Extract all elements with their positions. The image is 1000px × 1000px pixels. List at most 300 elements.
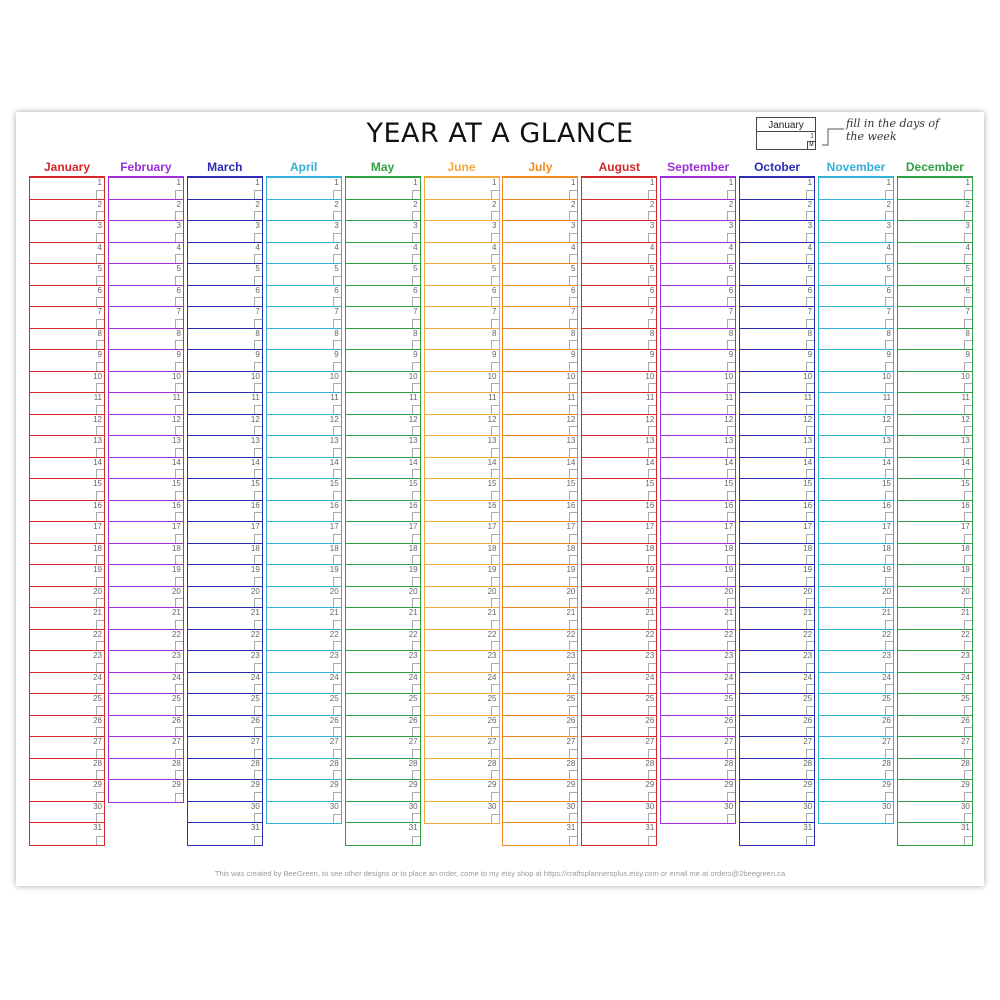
day-row[interactable] — [819, 673, 893, 695]
day-row[interactable] — [819, 221, 893, 243]
weekday-box[interactable] — [727, 577, 735, 586]
day-row[interactable] — [740, 694, 814, 716]
day-row[interactable] — [503, 608, 577, 630]
day-row[interactable] — [30, 393, 104, 415]
weekday-box[interactable] — [885, 448, 893, 457]
day-row[interactable] — [188, 200, 262, 222]
day-row[interactable] — [661, 501, 735, 523]
day-row[interactable] — [109, 673, 183, 695]
weekday-box[interactable] — [96, 836, 104, 845]
day-row[interactable] — [30, 737, 104, 759]
weekday-box[interactable] — [175, 362, 183, 371]
weekday-box[interactable] — [964, 749, 972, 758]
weekday-box[interactable] — [727, 211, 735, 220]
weekday-box[interactable] — [806, 362, 814, 371]
weekday-box[interactable] — [727, 362, 735, 371]
weekday-box[interactable] — [412, 340, 420, 349]
day-row[interactable] — [109, 694, 183, 716]
day-row[interactable] — [898, 544, 972, 566]
weekday-box[interactable] — [491, 792, 499, 801]
weekday-box[interactable] — [964, 469, 972, 478]
day-row[interactable] — [582, 565, 656, 587]
weekday-box[interactable] — [491, 383, 499, 392]
weekday-box[interactable] — [885, 641, 893, 650]
weekday-box[interactable] — [648, 362, 656, 371]
day-row[interactable] — [582, 823, 656, 845]
weekday-box[interactable] — [806, 620, 814, 629]
day-row[interactable] — [346, 630, 420, 652]
day-row[interactable] — [898, 608, 972, 630]
weekday-box[interactable] — [333, 663, 341, 672]
weekday-box[interactable] — [806, 577, 814, 586]
day-row[interactable] — [503, 329, 577, 351]
weekday-box[interactable] — [254, 297, 262, 306]
day-row[interactable] — [582, 200, 656, 222]
day-row[interactable] — [898, 522, 972, 544]
weekday-box[interactable] — [569, 426, 577, 435]
weekday-box[interactable] — [333, 469, 341, 478]
weekday-box[interactable] — [96, 534, 104, 543]
day-row[interactable] — [109, 178, 183, 200]
weekday-box[interactable] — [885, 340, 893, 349]
weekday-box[interactable] — [175, 555, 183, 564]
day-row[interactable] — [109, 565, 183, 587]
weekday-box[interactable] — [175, 512, 183, 521]
weekday-box[interactable] — [254, 340, 262, 349]
weekday-box[interactable] — [333, 276, 341, 285]
weekday-box[interactable] — [412, 598, 420, 607]
weekday-box[interactable] — [412, 836, 420, 845]
day-row[interactable] — [582, 802, 656, 824]
day-row[interactable] — [425, 651, 499, 673]
day-row[interactable] — [425, 286, 499, 308]
day-row[interactable] — [740, 673, 814, 695]
weekday-box[interactable] — [648, 770, 656, 779]
weekday-box[interactable] — [333, 426, 341, 435]
day-row[interactable] — [425, 372, 499, 394]
weekday-box[interactable] — [806, 512, 814, 521]
day-row[interactable] — [503, 415, 577, 437]
day-row[interactable] — [346, 307, 420, 329]
weekday-box[interactable] — [727, 641, 735, 650]
weekday-box[interactable] — [491, 577, 499, 586]
day-row[interactable] — [346, 329, 420, 351]
weekday-box[interactable] — [175, 276, 183, 285]
day-row[interactable] — [503, 780, 577, 802]
weekday-box[interactable] — [254, 813, 262, 822]
day-row[interactable] — [267, 673, 341, 695]
day-row[interactable] — [582, 415, 656, 437]
day-row[interactable] — [425, 200, 499, 222]
weekday-box[interactable] — [96, 749, 104, 758]
weekday-box[interactable] — [806, 297, 814, 306]
weekday-box[interactable] — [727, 233, 735, 242]
day-row[interactable] — [582, 608, 656, 630]
day-row[interactable] — [503, 823, 577, 845]
weekday-box[interactable] — [333, 706, 341, 715]
weekday-box[interactable] — [727, 814, 735, 823]
day-row[interactable] — [109, 307, 183, 329]
day-row[interactable] — [898, 694, 972, 716]
day-row[interactable] — [740, 587, 814, 609]
day-row[interactable] — [582, 479, 656, 501]
day-row[interactable] — [425, 630, 499, 652]
weekday-box[interactable] — [412, 319, 420, 328]
day-row[interactable] — [30, 178, 104, 200]
weekday-box[interactable] — [648, 469, 656, 478]
weekday-box[interactable] — [569, 706, 577, 715]
day-row[interactable] — [582, 759, 656, 781]
day-row[interactable] — [503, 243, 577, 265]
weekday-box[interactable] — [885, 770, 893, 779]
weekday-box[interactable] — [885, 512, 893, 521]
weekday-box[interactable] — [806, 555, 814, 564]
weekday-box[interactable] — [964, 620, 972, 629]
weekday-box[interactable] — [333, 362, 341, 371]
weekday-box[interactable] — [175, 749, 183, 758]
weekday-box[interactable] — [964, 405, 972, 414]
day-row[interactable] — [503, 737, 577, 759]
weekday-box[interactable] — [491, 512, 499, 521]
weekday-box[interactable] — [96, 254, 104, 263]
weekday-box[interactable] — [333, 792, 341, 801]
day-row[interactable] — [346, 823, 420, 845]
day-row[interactable] — [109, 716, 183, 738]
day-row[interactable] — [425, 178, 499, 200]
day-row[interactable] — [30, 372, 104, 394]
weekday-box[interactable] — [491, 469, 499, 478]
day-row[interactable] — [188, 458, 262, 480]
day-row[interactable] — [582, 286, 656, 308]
weekday-box[interactable] — [727, 598, 735, 607]
day-row[interactable] — [188, 694, 262, 716]
weekday-box[interactable] — [412, 512, 420, 521]
weekday-box[interactable] — [569, 512, 577, 521]
day-row[interactable] — [30, 608, 104, 630]
weekday-box[interactable] — [648, 211, 656, 220]
day-row[interactable] — [503, 802, 577, 824]
weekday-box[interactable] — [333, 448, 341, 457]
day-row[interactable] — [503, 673, 577, 695]
day-row[interactable] — [30, 522, 104, 544]
weekday-box[interactable] — [96, 792, 104, 801]
day-row[interactable] — [267, 694, 341, 716]
day-row[interactable] — [109, 286, 183, 308]
day-row[interactable] — [661, 479, 735, 501]
day-row[interactable] — [740, 458, 814, 480]
day-row[interactable] — [898, 221, 972, 243]
day-row[interactable] — [30, 565, 104, 587]
day-row[interactable] — [425, 608, 499, 630]
day-row[interactable] — [582, 522, 656, 544]
day-row[interactable] — [346, 264, 420, 286]
weekday-box[interactable] — [96, 211, 104, 220]
day-row[interactable] — [188, 372, 262, 394]
weekday-box[interactable] — [333, 190, 341, 199]
weekday-box[interactable] — [569, 684, 577, 693]
day-row[interactable] — [188, 802, 262, 824]
weekday-box[interactable] — [254, 254, 262, 263]
day-row[interactable] — [582, 651, 656, 673]
weekday-box[interactable] — [648, 254, 656, 263]
weekday-box[interactable] — [885, 598, 893, 607]
weekday-box[interactable] — [569, 792, 577, 801]
day-row[interactable] — [661, 716, 735, 738]
weekday-box[interactable] — [648, 706, 656, 715]
day-row[interactable] — [346, 286, 420, 308]
weekday-box[interactable] — [412, 405, 420, 414]
weekday-box[interactable] — [96, 577, 104, 586]
weekday-box[interactable] — [412, 254, 420, 263]
weekday-box[interactable] — [727, 512, 735, 521]
day-row[interactable] — [740, 802, 814, 824]
day-row[interactable] — [188, 673, 262, 695]
weekday-box[interactable] — [648, 233, 656, 242]
weekday-box[interactable] — [491, 770, 499, 779]
weekday-box[interactable] — [96, 340, 104, 349]
day-row[interactable] — [898, 651, 972, 673]
weekday-box[interactable] — [254, 749, 262, 758]
day-row[interactable] — [30, 823, 104, 845]
weekday-box[interactable] — [96, 448, 104, 457]
day-row[interactable] — [425, 759, 499, 781]
day-row[interactable] — [740, 501, 814, 523]
weekday-box[interactable] — [175, 211, 183, 220]
weekday-box[interactable] — [491, 641, 499, 650]
day-row[interactable] — [898, 307, 972, 329]
day-row[interactable] — [819, 479, 893, 501]
weekday-box[interactable] — [885, 190, 893, 199]
weekday-box[interactable] — [96, 297, 104, 306]
weekday-box[interactable] — [412, 469, 420, 478]
weekday-box[interactable] — [96, 362, 104, 371]
day-row[interactable] — [582, 178, 656, 200]
weekday-box[interactable] — [806, 190, 814, 199]
weekday-box[interactable] — [254, 706, 262, 715]
weekday-box[interactable] — [96, 190, 104, 199]
day-row[interactable] — [425, 673, 499, 695]
weekday-box[interactable] — [569, 383, 577, 392]
weekday-box[interactable] — [964, 598, 972, 607]
weekday-box[interactable] — [648, 405, 656, 414]
weekday-box[interactable] — [175, 233, 183, 242]
weekday-box[interactable] — [648, 512, 656, 521]
day-row[interactable] — [267, 587, 341, 609]
day-row[interactable] — [109, 608, 183, 630]
weekday-box[interactable] — [648, 448, 656, 457]
weekday-box[interactable] — [412, 813, 420, 822]
day-row[interactable] — [819, 544, 893, 566]
day-row[interactable] — [346, 458, 420, 480]
weekday-box[interactable] — [175, 190, 183, 199]
day-row[interactable] — [740, 415, 814, 437]
day-row[interactable] — [346, 759, 420, 781]
day-row[interactable] — [582, 630, 656, 652]
weekday-box[interactable] — [96, 319, 104, 328]
day-row[interactable] — [346, 544, 420, 566]
weekday-box[interactable] — [806, 813, 814, 822]
day-row[interactable] — [898, 823, 972, 845]
day-row[interactable] — [740, 823, 814, 845]
weekday-box[interactable] — [254, 276, 262, 285]
day-row[interactable] — [819, 243, 893, 265]
day-row[interactable] — [188, 522, 262, 544]
day-row[interactable] — [819, 759, 893, 781]
weekday-box[interactable] — [491, 211, 499, 220]
weekday-box[interactable] — [806, 254, 814, 263]
day-row[interactable] — [30, 501, 104, 523]
weekday-box[interactable] — [727, 340, 735, 349]
weekday-box[interactable] — [254, 663, 262, 672]
day-row[interactable] — [582, 436, 656, 458]
day-row[interactable] — [267, 393, 341, 415]
weekday-box[interactable] — [333, 770, 341, 779]
day-row[interactable] — [267, 178, 341, 200]
weekday-box[interactable] — [648, 836, 656, 845]
weekday-box[interactable] — [491, 663, 499, 672]
weekday-box[interactable] — [254, 641, 262, 650]
weekday-box[interactable] — [727, 620, 735, 629]
weekday-box[interactable] — [175, 684, 183, 693]
weekday-box[interactable] — [806, 598, 814, 607]
weekday-box[interactable] — [175, 469, 183, 478]
weekday-box[interactable] — [412, 727, 420, 736]
day-row[interactable] — [188, 501, 262, 523]
weekday-box[interactable] — [333, 577, 341, 586]
weekday-box[interactable] — [648, 319, 656, 328]
weekday-box[interactable] — [727, 254, 735, 263]
day-row[interactable] — [188, 587, 262, 609]
day-row[interactable] — [503, 436, 577, 458]
weekday-box[interactable] — [175, 297, 183, 306]
weekday-box[interactable] — [333, 641, 341, 650]
day-row[interactable] — [740, 780, 814, 802]
weekday-box[interactable] — [254, 792, 262, 801]
day-row[interactable] — [819, 780, 893, 802]
weekday-box[interactable] — [964, 663, 972, 672]
weekday-box[interactable] — [254, 362, 262, 371]
day-row[interactable] — [346, 415, 420, 437]
weekday-box[interactable] — [254, 770, 262, 779]
day-row[interactable] — [898, 243, 972, 265]
day-row[interactable] — [503, 522, 577, 544]
weekday-box[interactable] — [412, 555, 420, 564]
day-row[interactable] — [30, 329, 104, 351]
day-row[interactable] — [346, 780, 420, 802]
weekday-box[interactable] — [885, 319, 893, 328]
weekday-box[interactable] — [491, 340, 499, 349]
weekday-box[interactable] — [727, 405, 735, 414]
weekday-box[interactable] — [806, 426, 814, 435]
day-row[interactable] — [819, 350, 893, 372]
day-row[interactable] — [740, 737, 814, 759]
weekday-box[interactable] — [491, 706, 499, 715]
day-row[interactable] — [740, 759, 814, 781]
weekday-box[interactable] — [254, 383, 262, 392]
weekday-box[interactable] — [491, 319, 499, 328]
day-row[interactable] — [346, 802, 420, 824]
day-row[interactable] — [109, 587, 183, 609]
day-row[interactable] — [267, 307, 341, 329]
weekday-box[interactable] — [491, 534, 499, 543]
weekday-box[interactable] — [333, 534, 341, 543]
day-row[interactable] — [267, 802, 341, 824]
weekday-box[interactable] — [885, 749, 893, 758]
weekday-box[interactable] — [491, 727, 499, 736]
day-row[interactable] — [346, 673, 420, 695]
weekday-box[interactable] — [569, 727, 577, 736]
weekday-box[interactable] — [569, 405, 577, 414]
weekday-box[interactable] — [333, 340, 341, 349]
day-row[interactable] — [661, 286, 735, 308]
weekday-box[interactable] — [806, 340, 814, 349]
weekday-box[interactable] — [175, 254, 183, 263]
day-row[interactable] — [503, 200, 577, 222]
day-row[interactable] — [109, 393, 183, 415]
weekday-box[interactable] — [964, 319, 972, 328]
day-row[interactable] — [740, 372, 814, 394]
weekday-box[interactable] — [569, 770, 577, 779]
weekday-box[interactable] — [175, 641, 183, 650]
day-row[interactable] — [109, 544, 183, 566]
day-row[interactable] — [740, 479, 814, 501]
day-row[interactable] — [661, 522, 735, 544]
day-row[interactable] — [109, 372, 183, 394]
day-row[interactable] — [661, 243, 735, 265]
day-row[interactable] — [819, 694, 893, 716]
weekday-box[interactable] — [806, 792, 814, 801]
day-row[interactable] — [109, 458, 183, 480]
day-row[interactable] — [267, 780, 341, 802]
weekday-box[interactable] — [569, 749, 577, 758]
day-row[interactable] — [740, 286, 814, 308]
day-row[interactable] — [109, 436, 183, 458]
day-row[interactable] — [661, 587, 735, 609]
day-row[interactable] — [582, 372, 656, 394]
day-row[interactable] — [661, 393, 735, 415]
weekday-box[interactable] — [254, 684, 262, 693]
weekday-box[interactable] — [491, 555, 499, 564]
day-row[interactable] — [661, 544, 735, 566]
day-row[interactable] — [661, 694, 735, 716]
weekday-box[interactable] — [885, 620, 893, 629]
day-row[interactable] — [819, 458, 893, 480]
weekday-box[interactable] — [569, 836, 577, 845]
day-row[interactable] — [188, 759, 262, 781]
day-row[interactable] — [819, 178, 893, 200]
weekday-box[interactable] — [96, 706, 104, 715]
weekday-box[interactable] — [885, 254, 893, 263]
day-row[interactable] — [661, 651, 735, 673]
day-row[interactable] — [819, 651, 893, 673]
day-row[interactable] — [425, 436, 499, 458]
weekday-box[interactable] — [569, 534, 577, 543]
weekday-box[interactable] — [333, 598, 341, 607]
weekday-box[interactable] — [648, 663, 656, 672]
weekday-box[interactable] — [254, 190, 262, 199]
day-row[interactable] — [661, 221, 735, 243]
day-row[interactable] — [898, 716, 972, 738]
day-row[interactable] — [188, 544, 262, 566]
weekday-box[interactable] — [569, 641, 577, 650]
day-row[interactable] — [819, 565, 893, 587]
weekday-box[interactable] — [412, 362, 420, 371]
day-row[interactable] — [267, 737, 341, 759]
day-row[interactable] — [188, 286, 262, 308]
weekday-box[interactable] — [491, 405, 499, 414]
day-row[interactable] — [582, 716, 656, 738]
weekday-box[interactable] — [175, 491, 183, 500]
